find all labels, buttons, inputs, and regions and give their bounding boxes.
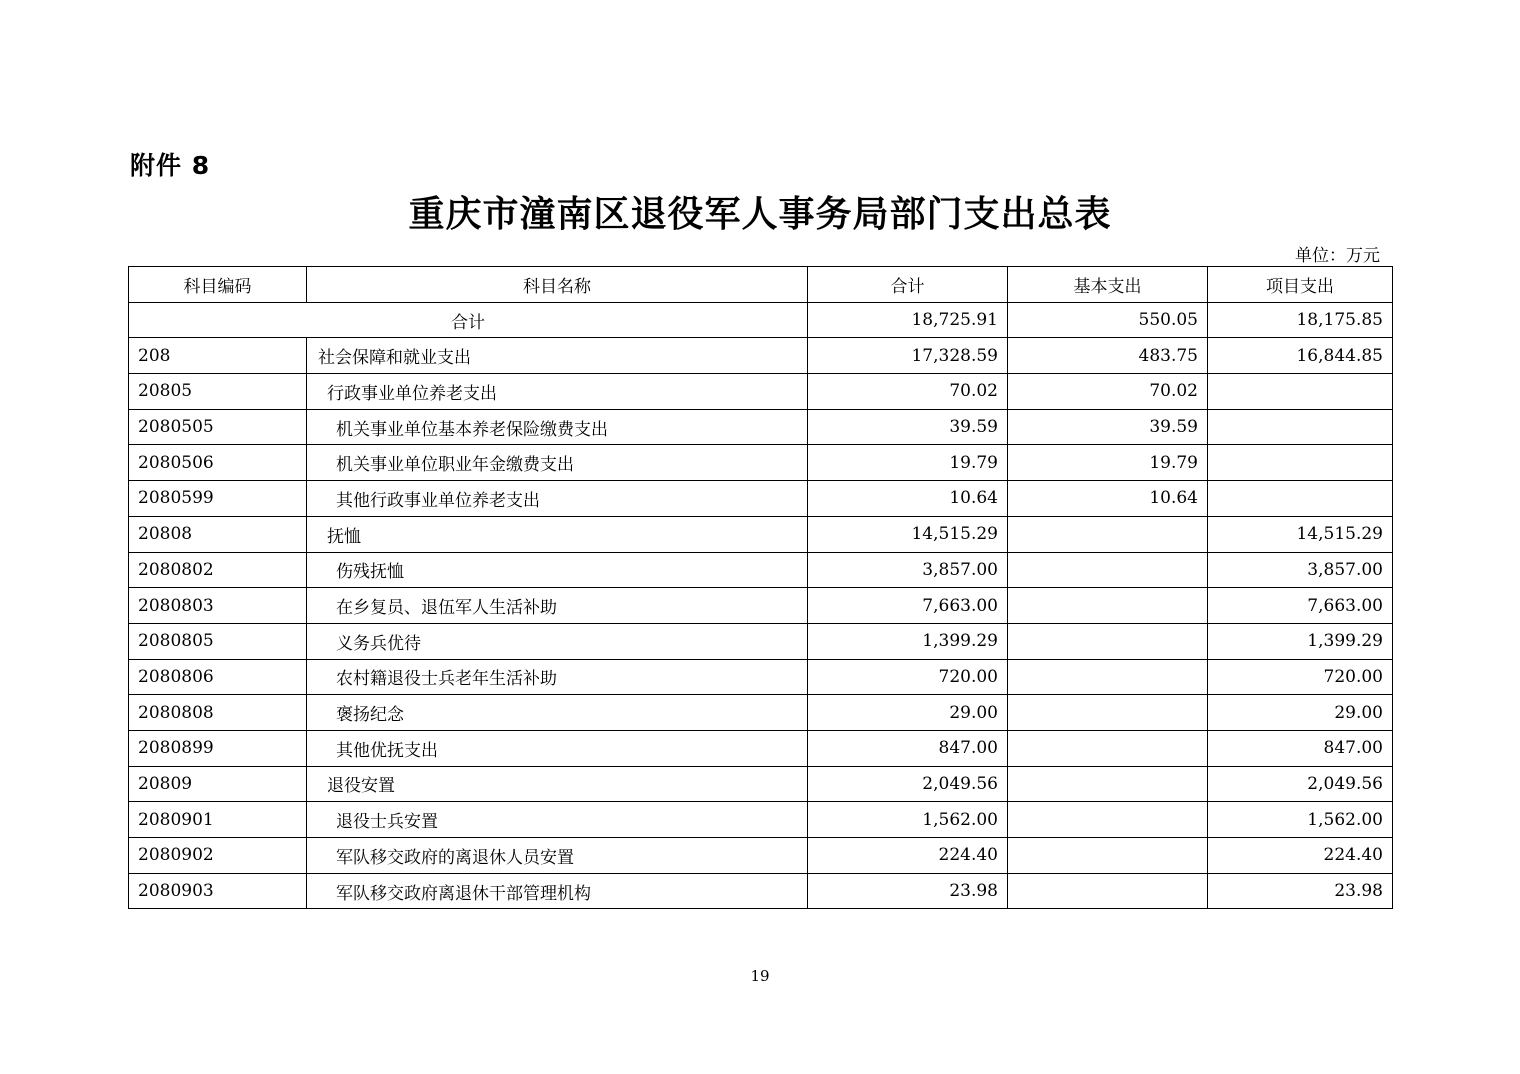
row-code: 2080506	[129, 445, 307, 481]
row-code: 2080903	[129, 873, 307, 909]
row-basic	[1008, 838, 1208, 874]
table-row	[129, 552, 1393, 588]
row-total: 1,399.29	[808, 623, 1008, 659]
row-name: 军队移交政府离退休干部管理机构	[307, 873, 808, 909]
row-name: 军队移交政府的离退休人员安置	[307, 838, 808, 874]
row-project: 1,399.29	[1208, 623, 1393, 659]
row-name: 农村籍退役士兵老年生活补助	[307, 659, 808, 695]
row-name: 退役士兵安置	[307, 802, 808, 838]
row-name: 在乡复员、退伍军人生活补助	[307, 588, 808, 624]
row-code: 2080806	[129, 659, 307, 695]
row-project: 224.40	[1208, 838, 1393, 874]
row-code: 2080599	[129, 481, 307, 517]
page-number: 19	[750, 967, 770, 985]
row-project	[1208, 481, 1393, 517]
row-project: 7,663.00	[1208, 588, 1393, 624]
row-name: 社会保障和就业支出	[307, 338, 808, 374]
row-total: 2,049.56	[808, 766, 1008, 802]
row-code: 2080505	[129, 409, 307, 445]
row-project: 29.00	[1208, 695, 1393, 731]
row-total: 23.98	[808, 873, 1008, 909]
row-total: 720.00	[808, 659, 1008, 695]
table-body	[129, 302, 1393, 909]
column-header-project: 项目支出	[1208, 267, 1393, 303]
row-code: 2080802	[129, 552, 307, 588]
table-row	[129, 838, 1393, 874]
row-total: 17,328.59	[808, 338, 1008, 374]
row-basic	[1008, 552, 1208, 588]
row-basic	[1008, 730, 1208, 766]
row-total: 10.64	[808, 481, 1008, 517]
table-row	[129, 802, 1393, 838]
row-name: 其他行政事业单位养老支出	[307, 481, 808, 517]
row-project	[1208, 445, 1393, 481]
row-basic	[1008, 623, 1208, 659]
row-total: 847.00	[808, 730, 1008, 766]
row-total: 7,663.00	[808, 588, 1008, 624]
row-project: 847.00	[1208, 730, 1393, 766]
row-basic	[1008, 695, 1208, 731]
row-name: 退役安置	[307, 766, 808, 802]
page-title: 重庆市潼南区退役军人事务局部门支出总表	[408, 193, 1112, 235]
row-code: 208	[129, 338, 307, 374]
row-total: 19.79	[808, 445, 1008, 481]
column-header-basic: 基本支出	[1008, 267, 1208, 303]
table-row	[129, 623, 1393, 659]
row-basic: 10.64	[1008, 481, 1208, 517]
row-name: 褒扬纪念	[307, 695, 808, 731]
row-name: 机关事业单位职业年金缴费支出	[307, 445, 808, 481]
row-basic	[1008, 873, 1208, 909]
row-basic	[1008, 588, 1208, 624]
row-basic	[1008, 802, 1208, 838]
total-row-project: 18,175.85	[1208, 302, 1393, 338]
row-total: 1,562.00	[808, 802, 1008, 838]
row-total: 3,857.00	[808, 552, 1008, 588]
row-project	[1208, 374, 1393, 410]
row-project: 3,857.00	[1208, 552, 1393, 588]
row-total: 29.00	[808, 695, 1008, 731]
attachment-label: 附件 8	[130, 151, 211, 180]
row-name: 其他优抚支出	[307, 730, 808, 766]
table-row	[129, 588, 1393, 624]
total-row-label: 合计	[129, 302, 808, 338]
row-code: 2080803	[129, 588, 307, 624]
row-code: 2080899	[129, 730, 307, 766]
row-project: 1,562.00	[1208, 802, 1393, 838]
table-row	[129, 730, 1393, 766]
row-basic: 19.79	[1008, 445, 1208, 481]
table-row	[129, 766, 1393, 802]
row-total: 70.02	[808, 374, 1008, 410]
row-project: 2,049.56	[1208, 766, 1393, 802]
table-header-row	[129, 267, 1393, 303]
row-code: 20809	[129, 766, 307, 802]
row-code: 20805	[129, 374, 307, 410]
table-row	[129, 516, 1393, 552]
row-name: 义务兵优待	[307, 623, 808, 659]
row-basic	[1008, 766, 1208, 802]
row-total: 14,515.29	[808, 516, 1008, 552]
row-project	[1208, 409, 1393, 445]
row-basic	[1008, 516, 1208, 552]
row-code: 2080805	[129, 623, 307, 659]
row-basic: 483.75	[1008, 338, 1208, 374]
row-project: 23.98	[1208, 873, 1393, 909]
total-row-basic: 550.05	[1008, 302, 1208, 338]
row-project: 720.00	[1208, 659, 1393, 695]
column-header-name: 科目名称	[307, 267, 808, 303]
total-row	[129, 302, 1393, 338]
row-code: 20808	[129, 516, 307, 552]
row-basic	[1008, 659, 1208, 695]
table-row	[129, 659, 1393, 695]
table-row	[129, 481, 1393, 517]
row-total: 39.59	[808, 409, 1008, 445]
row-basic: 39.59	[1008, 409, 1208, 445]
row-code: 2080902	[129, 838, 307, 874]
table-row	[129, 695, 1393, 731]
row-name: 抚恤	[307, 516, 808, 552]
row-code: 2080808	[129, 695, 307, 731]
row-name: 机关事业单位基本养老保险缴费支出	[307, 409, 808, 445]
total-row-total: 18,725.91	[808, 302, 1008, 338]
row-project: 14,515.29	[1208, 516, 1393, 552]
row-code: 2080901	[129, 802, 307, 838]
table-row	[129, 374, 1393, 410]
row-total: 224.40	[808, 838, 1008, 874]
table-row	[129, 409, 1393, 445]
column-header-total: 合计	[808, 267, 1008, 303]
column-header-code: 科目编码	[129, 267, 307, 303]
expense-table	[128, 266, 1393, 909]
row-project: 16,844.85	[1208, 338, 1393, 374]
row-name: 行政事业单位养老支出	[307, 374, 808, 410]
row-name: 伤残抚恤	[307, 552, 808, 588]
row-basic: 70.02	[1008, 374, 1208, 410]
unit-label: 单位：万元	[1295, 246, 1380, 266]
table-row	[129, 873, 1393, 909]
table-row	[129, 445, 1393, 481]
table-row	[129, 338, 1393, 374]
